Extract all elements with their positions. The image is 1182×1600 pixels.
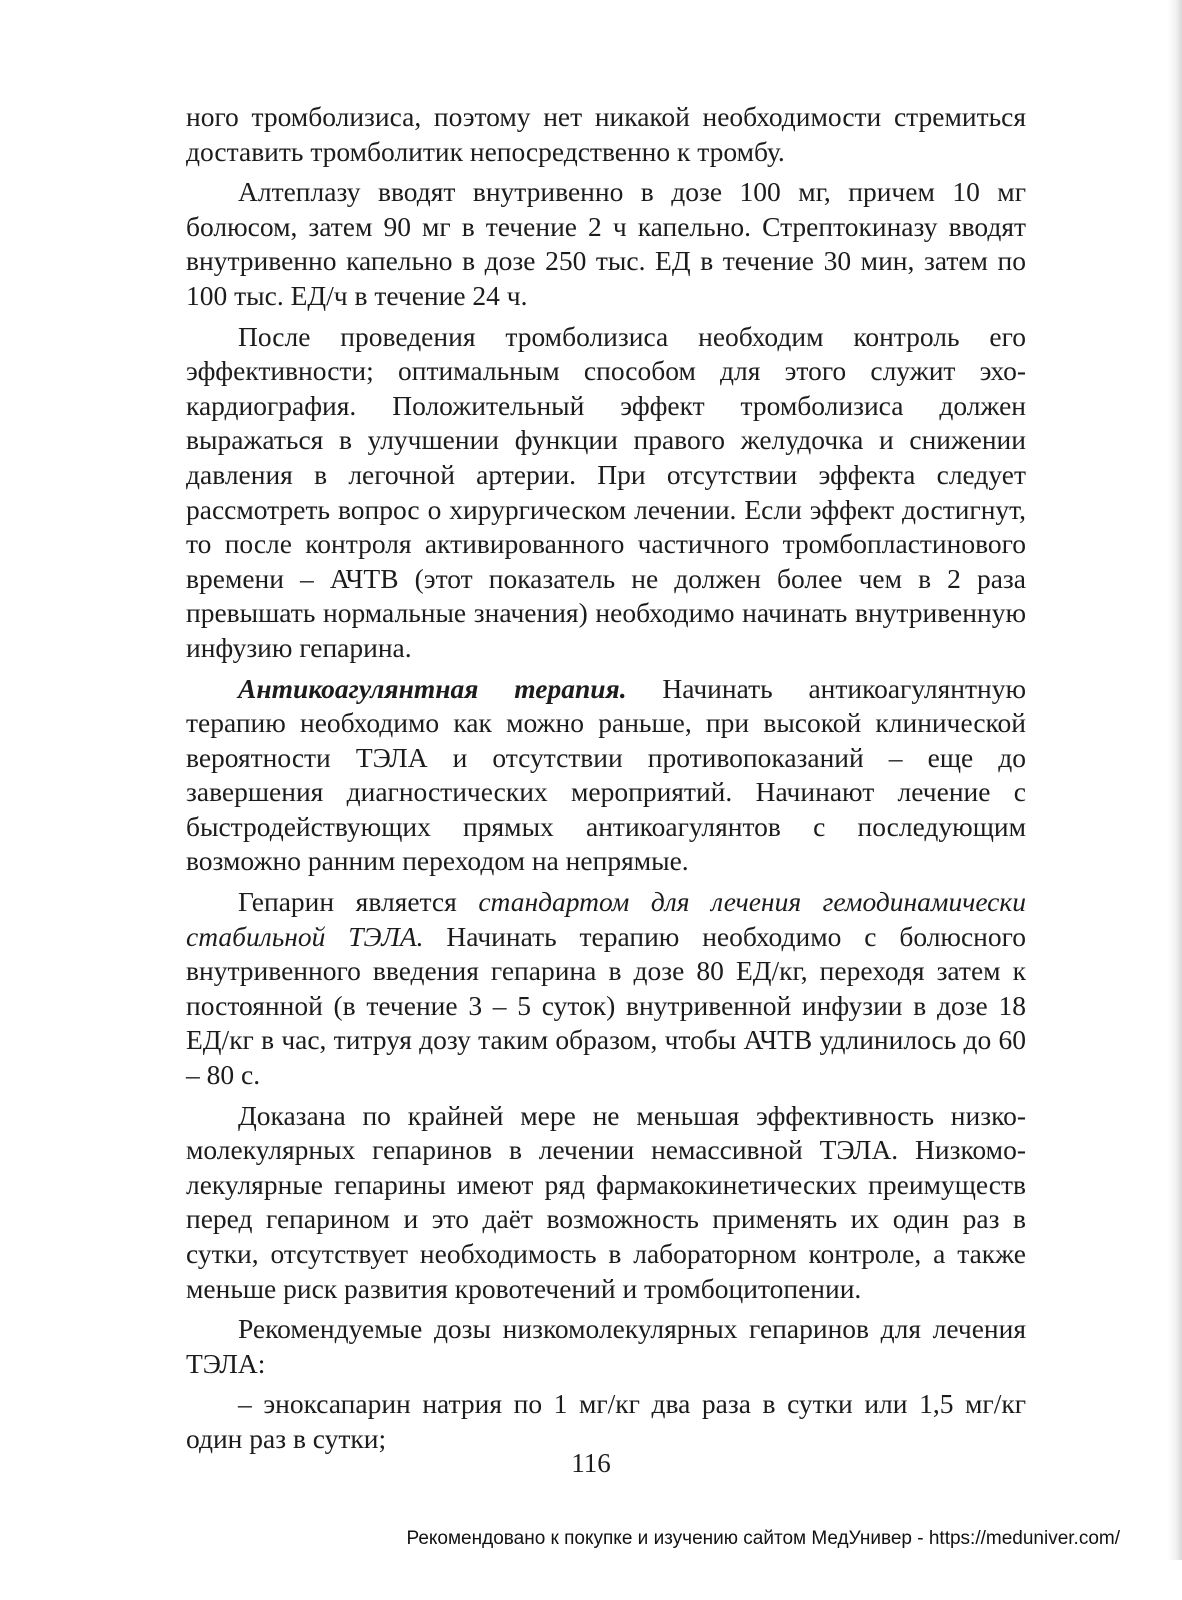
paragraph-1: ного тромболизиса, поэтому нет никакой необходимости стремиться доставить тромболитик непосредственно к тромбу. bbox=[186, 101, 1026, 167]
paragraph-4-text: Начинать антикоагулянтную терапию необходимо как можно раньше, при высокой клинической вероятности ТЭЛА и отсутствии противопоказаний – еще до завершения диагностических мероприятий. Начинают лечение с быстродействующих прямых антикоагулянтов с последующим возможно ранним переходом на непрямые. bbox=[186, 672, 1026, 877]
paragraph-5-emphasis: стандартом для лечения гемодинамически стабильной ТЭЛА. bbox=[186, 886, 1026, 952]
paragraph-6: Доказана по крайней мере не меньшая эффективность низкомолекулярных гепаринов в лечении немассивной ТЭЛА. Низкомолекулярные гепарины имеют ряд фармакокинетических преимуществ перед гепарином и это даёт возможность применять их один раз в сутки, отсутствует необходимость в лабораторном контроле, а также меньше риск развития кровотечений и тромбоцитопении. bbox=[186, 1099, 1026, 1304]
paragraph-5-end: Начинать терапию необходимо с болюсного внутривенного введения гепарина в дозе 80 ЕД/кг, переходя затем к постоянной (в течение 3 – 5 суток) внутривенной инфузии в дозе 18 ЕД/кг в час, титруя дозу таким образом, чтобы АЧТВ удлинилось до 60 – 80 с. bbox=[186, 920, 1026, 1091]
paragraph-3: После проведения тромболизиса необходим контроль его эффективности; оптимальным способом для этого служит эхокардиография. Положительный эффект тромболизиса должен выражаться в улучшении функции правого желудочка и снижении давления в легочной артерии. При отсутствии эффекта следует рассмотреть вопрос о хирургическом лечении. Если эффект достигнут, то после контроля активированного частичного тромбопластинового времени – АЧТВ (этот показатель не должен более чем в 2 раза превышать нормальные значения) необходимо начинать внутривенную инфузию гепарина. bbox=[186, 320, 1026, 663]
paragraph-7: Рекомендуемые дозы низкомолекулярных гепаринов для лечения ТЭЛА: bbox=[186, 1313, 1026, 1379]
paragraph-5 bbox=[186, 885, 1026, 1093]
paragraph-8-list-item: – эноксапарин натрия по 1 мг/кг два раза в сутки или 1,5 мг/кг один раз в сутки; bbox=[186, 1388, 1026, 1454]
page-text bbox=[186, 100, 1026, 1463]
paragraph-5-start: Гепарин является bbox=[238, 886, 479, 918]
paragraph-2: Алтеплазу вводят внутривенно в дозе 100 мг, причем 10 мг болюсом, затем 90 мг в течение 2 ч капельно. Стрептокиназу вводят внутривенно капельно в дозе 250 тыс. ЕД в течение 30 мин, затем по 100 тыс. ЕД/ч в течение 24 ч. bbox=[186, 176, 1026, 311]
scan-edge-shadow bbox=[1168, 0, 1182, 1560]
page-number: 116 bbox=[571, 1448, 611, 1478]
section-heading-anticoagulant-therapy: Антикоагулянтная терапия. bbox=[238, 672, 627, 704]
paragraph-4 bbox=[186, 672, 1026, 880]
footer-recommendation: Рекомендовано к покупке и изучению сайтом МедУнивер - https://meduniver.com/ bbox=[406, 1528, 1120, 1549]
